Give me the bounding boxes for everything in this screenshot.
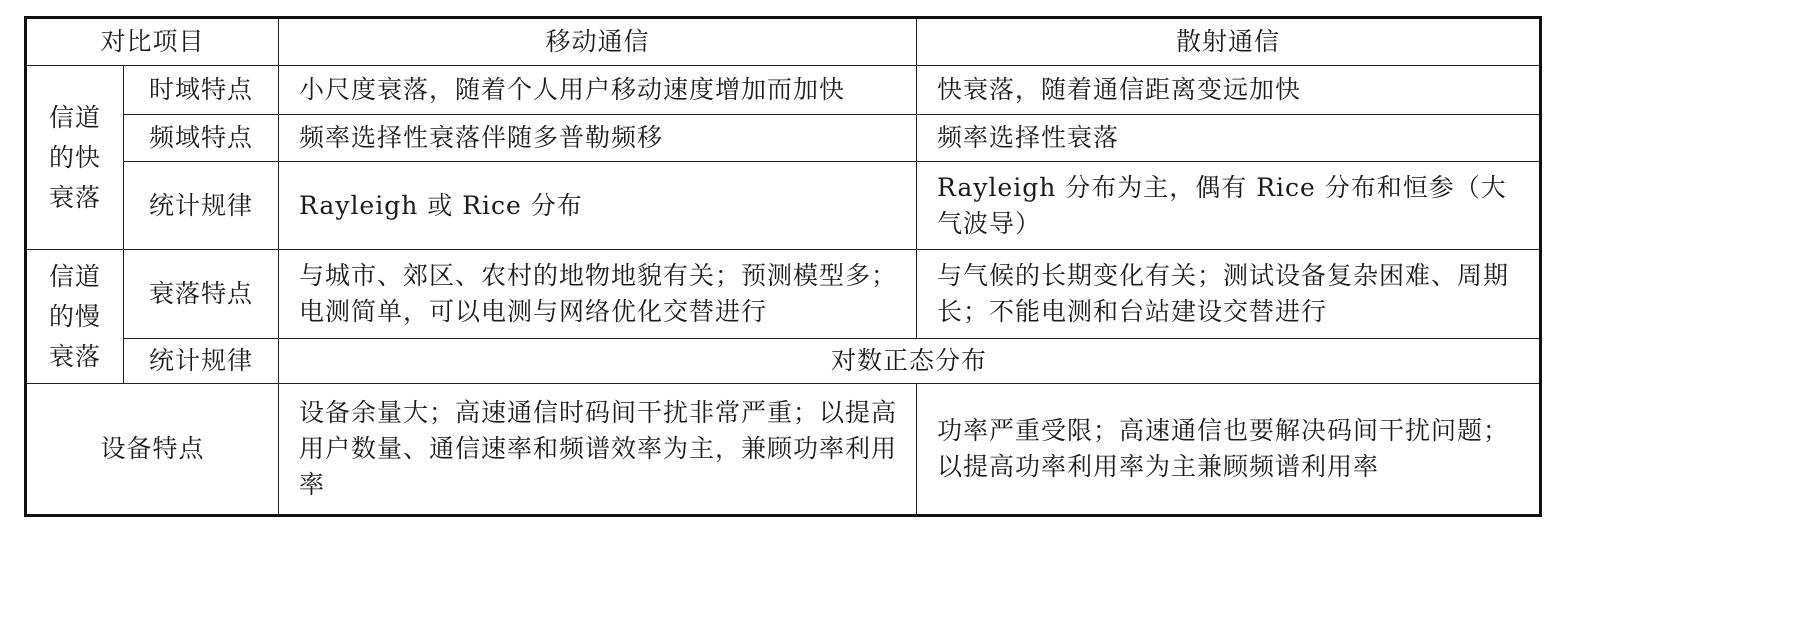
scatter-cell: 功率严重受限；高速通信也要解决码间干扰问题；以提高功率利用率为主兼顾频谱利用率 (917, 384, 1541, 516)
comparison-table (24, 16, 1542, 517)
equipment-label: 设备特点 (26, 384, 279, 516)
scatter-cell: 快衰落，随着通信距离变远加快 (917, 66, 1541, 114)
merged-cell: 对数正态分布 (279, 338, 1541, 383)
group-label-line: 衰落 (48, 182, 101, 212)
header-mobile: 移动通信 (279, 18, 917, 66)
fast-fading-group-label (26, 66, 124, 250)
row-label: 频域特点 (124, 114, 279, 161)
row-label: 统计规律 (124, 338, 279, 383)
row-label: 时域特点 (124, 66, 279, 114)
group-label-line: 的慢 (48, 301, 101, 331)
header-row (26, 18, 1541, 66)
table-row (26, 114, 1541, 161)
comparison-table-container (24, 16, 1539, 517)
table-row (26, 66, 1541, 114)
scatter-cell: Rayleigh 分布为主，偶有 Rice 分布和恒参（大气波导） (917, 161, 1541, 250)
header-item: 对比项目 (26, 18, 279, 66)
group-label-line: 衰落 (48, 341, 101, 371)
scatter-cell: 与气候的长期变化有关；测试设备复杂困难、周期长；不能电测和台站建设交替进行 (917, 250, 1541, 339)
mobile-cell: Rayleigh 或 Rice 分布 (279, 161, 917, 250)
mobile-cell: 频率选择性衰落伴随多普勒频移 (279, 114, 917, 161)
row-label: 衰落特点 (124, 250, 279, 339)
scatter-cell: 频率选择性衰落 (917, 114, 1541, 161)
group-label-line: 信道 (48, 261, 101, 291)
mobile-cell: 设备余量大；高速通信时码间干扰非常严重；以提高用户数量、通信速率和频谱效率为主，兼顾功率利用率 (279, 384, 917, 516)
slow-fading-group-label (26, 250, 124, 384)
row-label: 统计规律 (124, 161, 279, 250)
mobile-cell: 小尺度衰落，随着个人用户移动速度增加而加快 (279, 66, 917, 114)
table-row (26, 338, 1541, 383)
table-row (26, 384, 1541, 516)
header-scatter: 散射通信 (917, 18, 1541, 66)
table-row (26, 250, 1541, 339)
table-row (26, 161, 1541, 250)
group-label-line: 信道 (48, 102, 101, 132)
group-label-line: 的快 (48, 142, 101, 172)
mobile-cell: 与城市、郊区、农村的地物地貌有关；预测模型多；电测简单，可以电测与网络优化交替进行 (279, 250, 917, 339)
